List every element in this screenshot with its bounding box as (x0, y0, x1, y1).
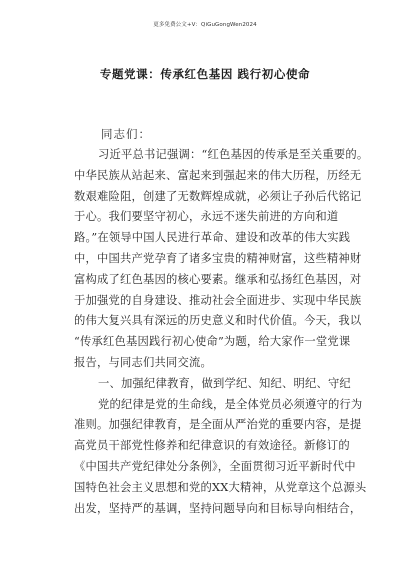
page-header: 更多免费公文+V：QiGuGongWen2024 (153, 22, 257, 28)
body-line: 于心。我们要坚守初心，永远不迷失前进的方向和道 (74, 210, 339, 224)
body-line: “传承红色基因践行初心使命”为题，给大家作一堂党课 (74, 335, 351, 349)
document-title: 专题党课：传承红色基因 践行初心使命 (99, 67, 311, 81)
body-line: 中，中国共产党孕育了诸多宝贵的精神财富，这些精神财 (74, 251, 362, 265)
document-body (74, 145, 369, 519)
body-line: 富构成了红色基因的核心要素。继承和弘扬红色基因，对 (74, 272, 362, 286)
body-line: 的伟大复兴具有深远的历史意义和时代价值。今天，我以 (74, 314, 362, 328)
body-line: 数艰难险阻，创建了无数辉煌成就，必须让子孙后代铭记 (74, 189, 362, 203)
body-line: 中华民族从站起来、富起来到强起来的伟大历程，历经无 (74, 168, 362, 182)
body-line: 习近平总书记强调：“红色基因的传承是至关重要的。 (98, 148, 369, 161)
body-line: 党的纪律是党的生命线，是全体党员必须遵守的行为 (98, 397, 363, 411)
body-line: 报告，与同志们共同交流。 (74, 355, 212, 369)
salutation: 同志们： (101, 127, 151, 141)
body-line: 《中国共产党纪律处分条例》，全面贯彻习近平新时代中 (74, 459, 356, 473)
body-line: 准则。加强纪律教育，是全面从严治党的重要内容，是提 (74, 418, 362, 432)
body-line: 出发，坚持严的基调，坚持问题导向和目标导向相结合， (74, 501, 362, 515)
body-line: 于加强党的自身建设、推动社会全面进步、实现中华民族 (74, 293, 362, 307)
section-heading: 一、加强纪律教育，做到学纪、知纪、明纪、守纪 (98, 376, 351, 390)
body-line: 高党员干部党性修养和纪律意识的有效途径。新修订的 (74, 439, 350, 453)
body-line: 路。”在领导中国人民进行革命、建设和改革的伟大实践 (74, 231, 351, 245)
body-line: 国特色社会主义思想和党的XX大精神，从党章这个总源头 (74, 480, 367, 494)
